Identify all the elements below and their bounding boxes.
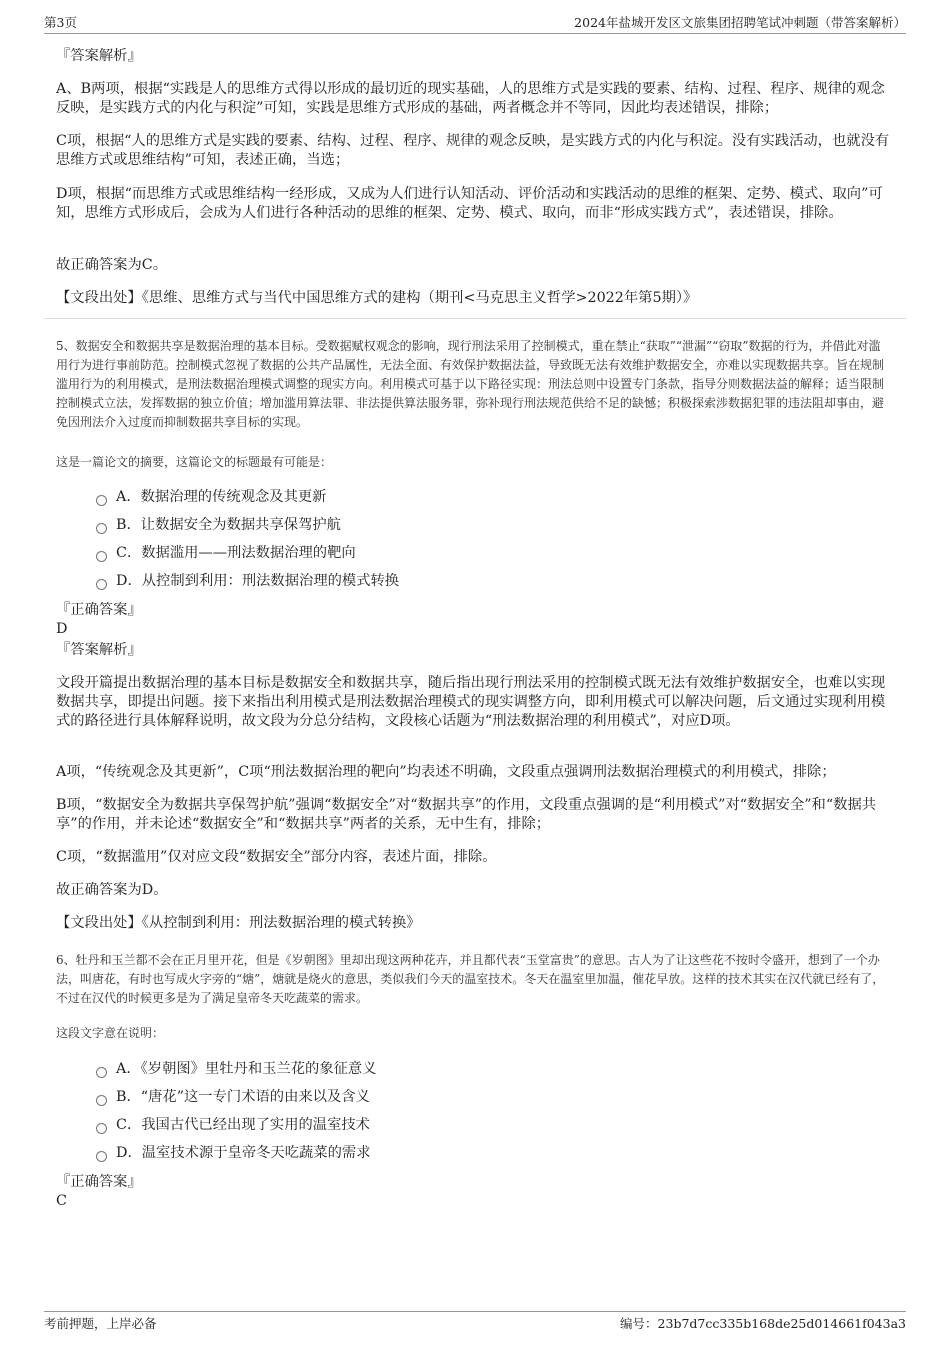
q5-option-b[interactable] [96, 516, 341, 535]
radio-icon[interactable] [96, 551, 107, 562]
q4-analysis-para-1: A、B两项，根据“实践是人的思维方式得以形成的最切近的现实基础，人的思维方式是实践的要素、结构、过程、程序、规律的观念反映，是实践方式的内化与积淀”可知，实践是思维方式形成的基础，两者概念并不等同，因此均表述错误，排除； [56, 81, 885, 116]
q5-analysis-para-1: 文段开篇提出数据治理的基本目标是数据安全和数据共享，随后指出现行刑法采用的控制模式既无法有效维护数据安全，也难以实现数据共享，即提出问题。接下来指出利用模式是刑法数据治理模式的现实调整方向，即利用模式可以解决问题，后文通过实现利用模式的路径进行具体解释说明，故文段为分总分结构，文段核心话题为“刑法数据治理的利用模式”，对应D项。 [56, 675, 886, 729]
q6-stem: 6、牡丹和玉兰都不会在正月里开花，但是《岁朝图》里却出现这两种花卉，并且都代表“玉堂富贵”的意思。古人为了让这些花不按时令盛开，想到了一个办法，叫唐花，有时也写成火字旁的“煻”，煻就是烧火的意思，类似我们今天的温室技术。冬天在温室里加温，催花早放。这样的技术其实在汉代就已经有了，不过在汉代的时候更多是为了满足皇帝冬天吃蔬菜的需求。 [56, 953, 885, 1005]
q5-option-a-label: A．数据治理的传统观念及其更新 [116, 489, 327, 505]
q4-source: 【文段出处】《思维、思维方式与当代中国思维方式的建构（期刊<马克思主义哲学>2022年第5期）》 [56, 290, 698, 306]
q4-analysis-para-2: C项，根据“人的思维方式是实践的要素、结构、过程、程序、规律的观念反映，是实践方式的内化与积淀。没有实践活动，也就没有思维方式或思维结构”可知，表述正确，当选； [56, 133, 890, 168]
radio-icon[interactable] [96, 495, 107, 506]
q5-option-c[interactable] [96, 544, 356, 563]
q6-option-c-label: C．我国古代已经出现了实用的温室技术 [116, 1117, 370, 1133]
q5-option-c-label: C．数据滥用——刑法数据治理的靶向 [116, 545, 356, 561]
radio-icon[interactable] [96, 523, 107, 534]
radio-icon[interactable] [96, 579, 107, 590]
q5-analysis-para-2: A项，“传统观念及其更新”，C项“刑法数据治理的靶向”均表述不明确，文段重点强调刑法数据治理模式的利用模式，排除； [56, 764, 836, 780]
q6-option-a-label: A．《岁朝图》里牡丹和玉兰花的象征意义 [116, 1061, 377, 1077]
q4-answer-conclusion: 故正确答案为C。 [56, 257, 168, 273]
page-number: 第3页 [44, 15, 77, 30]
q5-analysis-label: 『答案解析』 [56, 642, 142, 658]
q6-option-b[interactable] [96, 1088, 370, 1107]
q5-analysis-para-3: B项，“数据安全为数据共享保驾护航”强调“数据安全”对“数据共享”的作用，文段重点强调的是“利用模式”对“数据安全”和“数据共享”的作用，并未论述“数据安全”和“数据共享”两者的关系，无中生有，排除； [56, 797, 877, 832]
radio-icon[interactable] [96, 1095, 107, 1106]
q6-option-d-label: D．温室技术源于皇帝冬天吃蔬菜的需求 [116, 1145, 371, 1161]
q5-question: 这是一篇论文的摘要，这篇论文的标题最有可能是： [56, 455, 333, 469]
q5-option-d-label: D．从控制到利用：刑法数据治理的模式转换 [116, 573, 400, 589]
footer-slogan: 考前押题，上岸必备 [44, 1316, 157, 1331]
radio-icon[interactable] [96, 1067, 107, 1078]
q6-option-a[interactable] [96, 1060, 377, 1079]
q6-option-d[interactable] [96, 1144, 371, 1163]
q6-option-c[interactable] [96, 1116, 370, 1135]
document-title: 2024年盐城开发区文旅集团招聘笔试冲刺题（带答案解析） [574, 15, 906, 30]
document-id: 编号：23b7d7cc335b168de25d014661f043a3 [620, 1316, 906, 1331]
radio-icon[interactable] [96, 1123, 107, 1134]
q6-answer: C [56, 1193, 67, 1209]
q4-analysis-label: 『答案解析』 [56, 48, 142, 64]
q6-answer-label: 『正确答案』 [56, 1174, 142, 1190]
page-header [44, 13, 906, 34]
q5-option-a[interactable] [96, 488, 326, 507]
divider [44, 318, 906, 319]
q5-answer: D [56, 621, 68, 637]
radio-icon[interactable] [96, 1151, 107, 1162]
page-footer [44, 1311, 906, 1336]
q5-stem: 5、数据安全和数据共享是数据治理的基本目标。受数据赋权观念的影响，现行刑法采用了控制模式，重在禁止“获取”“泄漏”“窃取”数据的行为，并借此对滥用行为进行事前防范。控制模式忽视了数据的公共产品属性，无法全面、有效保护数据法益，导致既无法有效维护数据安全，亦难以实现数据共享。旨在规制滥用行为的利用模式，是刑法数据治理模式调整的现实方向。利用模式可基于以下路径实现：刑法总则中设置专门条款，指导分则数据法益的解释；适当限制控制模式立法，发挥数据的独立价值；增加滥用算法罪、非法提供算法服务罪，弥补现行刑法规范供给不足的缺憾；积极探索涉数据犯罪的违法阻却事由，避免因刑法介入过度而抑制数据共享目标的实现。 [56, 339, 885, 429]
q4-analysis-para-3: D项，根据“而思维方式或思维结构一经形成，又成为人们进行认知活动、评价活动和实践活动的思维的框架、定势、模式、取向”可知，思维方式形成后，会成为人们进行各种活动的思维的框架、定势、模式、取向，而非“形成实践方式”，表述错误，排除。 [56, 186, 883, 221]
q5-analysis-para-4: C项，“数据滥用”仅对应文段“数据安全”部分内容，表述片面，排除。 [56, 849, 497, 865]
q5-answer-conclusion: 故正确答案为D。 [56, 882, 168, 898]
q5-source: 【文段出处】《从控制到利用：刑法数据治理的模式转换》 [56, 915, 421, 931]
q5-option-b-label: B．让数据安全为数据共享保驾护航 [116, 517, 341, 533]
q5-answer-label: 『正确答案』 [56, 602, 142, 618]
q6-option-b-label: B．“唐花”这一专门术语的由来以及含义 [116, 1089, 370, 1105]
q6-question: 这段文字意在说明： [56, 1026, 165, 1040]
q5-option-d[interactable] [96, 572, 399, 591]
